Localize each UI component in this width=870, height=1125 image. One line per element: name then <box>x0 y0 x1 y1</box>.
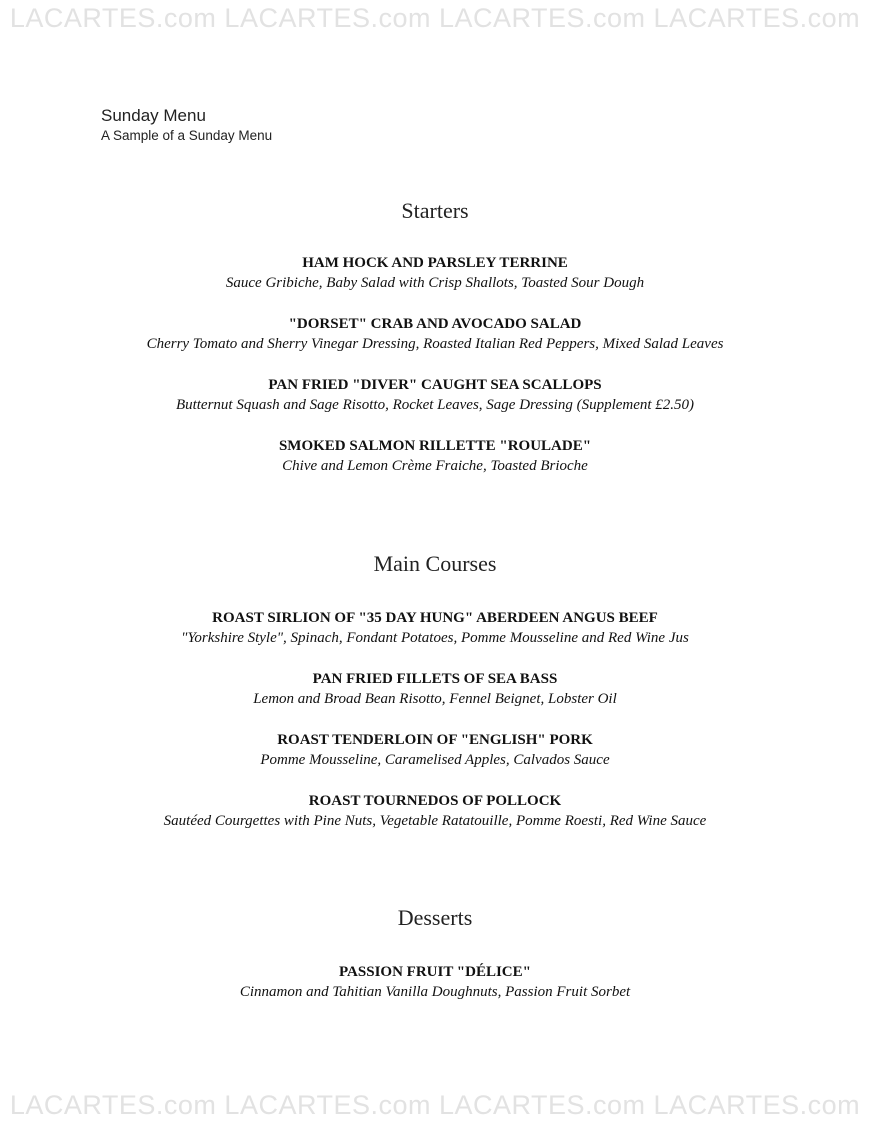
menu-header <box>101 105 272 145</box>
dish-description: Pomme Mousseline, Caramelised Apples, Calvados Sauce <box>260 752 610 768</box>
dish-item <box>0 669 870 709</box>
watermark-bottom: LACARTES.com LACARTES.com LACARTES.com LACARTES.com <box>9 1090 861 1120</box>
dish-name: HAM HOCK AND PARSLEY TERRINE <box>302 255 568 271</box>
dish-description: Butternut Squash and Sage Risotto, Rocket Leaves, Sage Dressing (Supplement £2.50) <box>175 397 695 413</box>
dish-name: PASSION FRUIT "DÉLICE" <box>339 964 531 980</box>
dish-item <box>0 608 870 648</box>
dish-description: Lemon and Broad Bean Risotto, Fennel Beignet, Lobster Oil <box>253 691 617 707</box>
dish-item <box>0 791 870 831</box>
menu-subtitle: A Sample of a Sunday Menu <box>101 128 273 143</box>
dish-description: Sautéed Courgettes with Pine Nuts, Vegetable Ratatouille, Pomme Roesti, Red Wine Sauce <box>163 813 707 829</box>
dish-item <box>0 730 870 770</box>
dish-item <box>0 436 870 476</box>
dish-item <box>0 962 870 1002</box>
dish-item <box>0 253 870 293</box>
dish-name: "DORSET" CRAB AND AVOCADO SALAD <box>288 316 582 332</box>
watermark-top: LACARTES.com LACARTES.com LACARTES.com LACARTES.com <box>9 3 861 33</box>
section-title-main-courses: Main Courses <box>373 551 497 576</box>
menu-title: Sunday Menu <box>101 106 206 125</box>
section-title-desserts: Desserts <box>397 905 473 930</box>
dish-name: ROAST SIRLION OF "35 DAY HUNG" ABERDEEN ANGUS BEEF <box>212 610 658 626</box>
dish-name: ROAST TENDERLOIN OF "ENGLISH" PORK <box>277 732 593 748</box>
dish-description: Chive and Lemon Crème Fraiche, Toasted Brioche <box>282 458 588 474</box>
section-title-starters: Starters <box>401 198 469 223</box>
dish-item <box>0 314 870 354</box>
dish-description: Sauce Gribiche, Baby Salad with Crisp Shallots, Toasted Sour Dough <box>225 275 645 291</box>
dish-name: ROAST TOURNEDOS OF POLLOCK <box>308 793 562 809</box>
dish-description: Cinnamon and Tahitian Vanilla Doughnuts, Passion Fruit Sorbet <box>239 984 631 1000</box>
dish-description: Cherry Tomato and Sherry Vinegar Dressing, Roasted Italian Red Peppers, Mixed Salad Leaves <box>146 336 724 352</box>
dish-name: PAN FRIED FILLETS OF SEA BASS <box>312 671 558 687</box>
dish-name: PAN FRIED "DIVER" CAUGHT SEA SCALLOPS <box>268 377 602 393</box>
dish-item <box>0 375 870 415</box>
dish-description: "Yorkshire Style", Spinach, Fondant Potatoes, Pomme Mousseline and Red Wine Jus <box>181 630 689 646</box>
dish-name: SMOKED SALMON RILLETTE "ROULADE" <box>278 438 592 454</box>
